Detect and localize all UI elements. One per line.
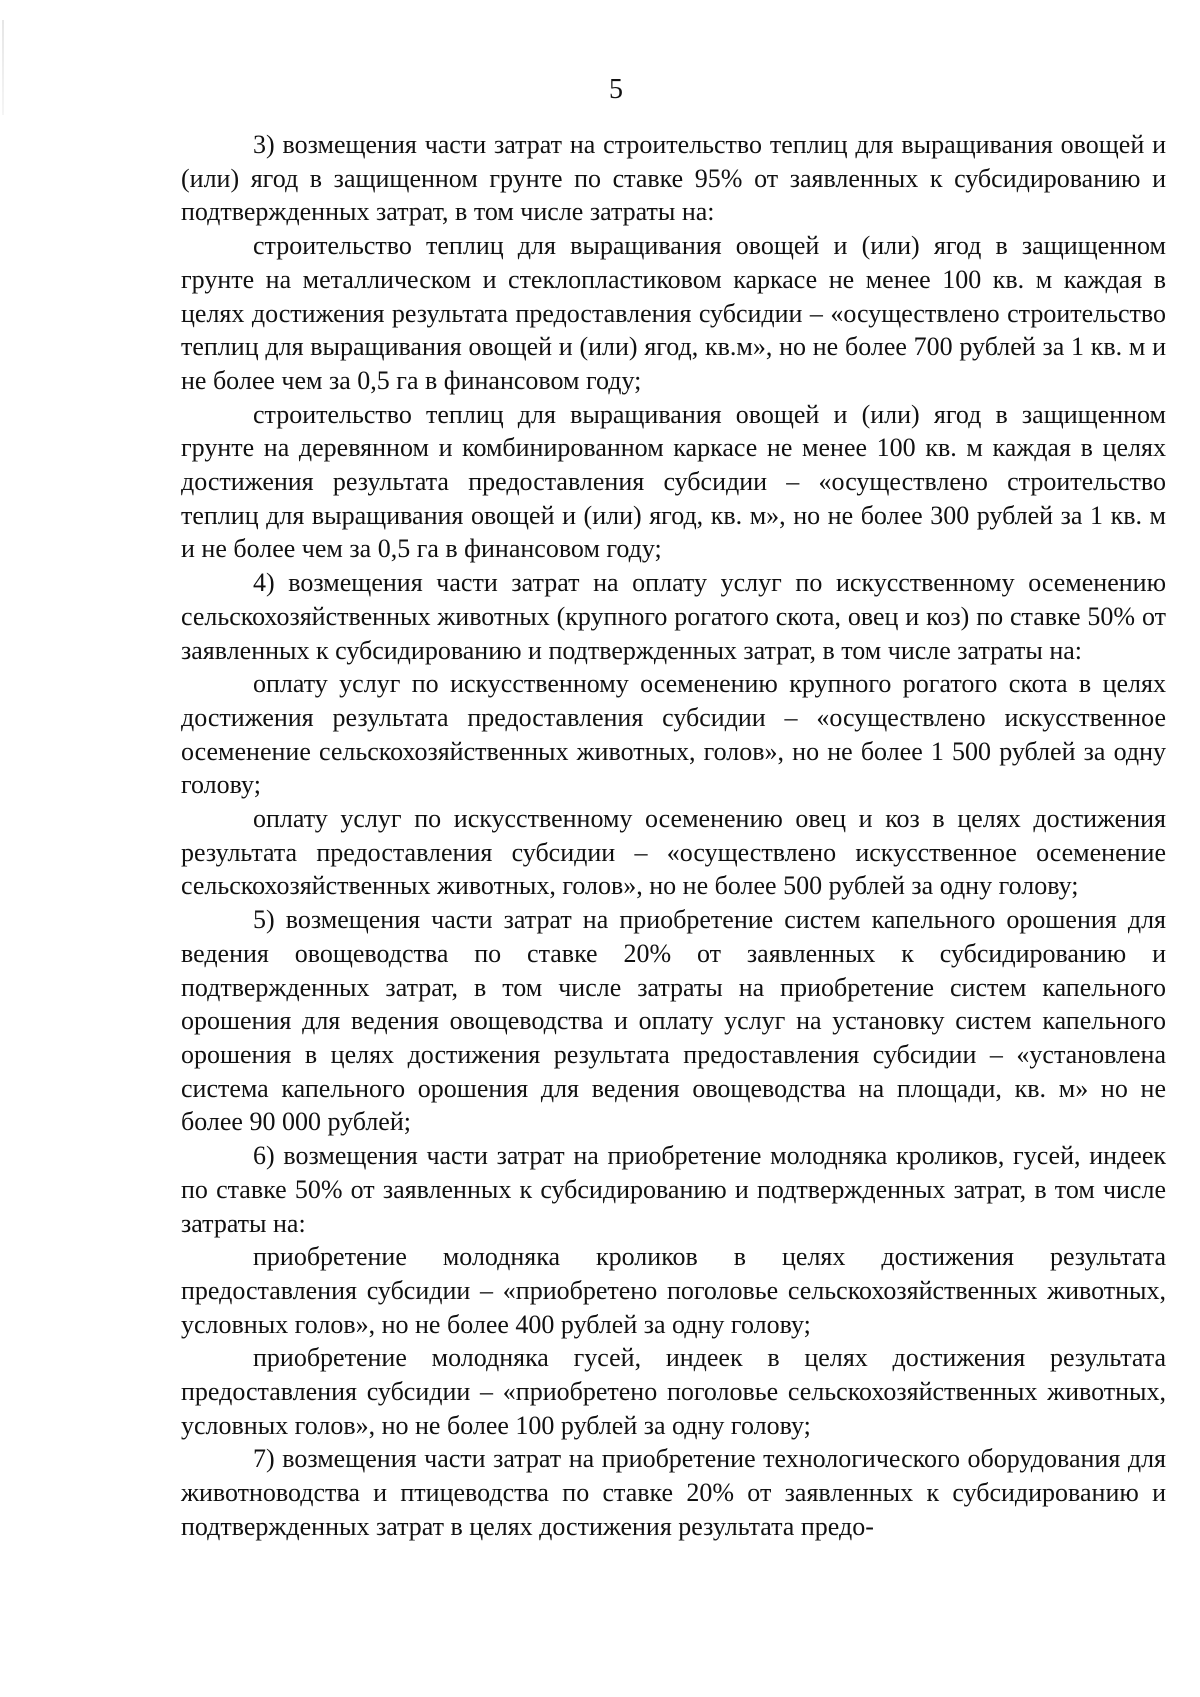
paragraph-subitem-metal-greenhouse: строительство теплиц для выращивания овощей и (или) ягод в защищенном грунте на металлическом и стеклопластиковом каркасе не менее 100 кв. м каждая в целях достижения результата предоставления субсидии – «осуществлено строительство теплиц для выращивания овощей и (или) ягод, кв.м», но не более 700 рублей за 1 кв. м и не более чем за 0,5 га в финансовом году; [181, 231, 1166, 395]
paragraph-subitem-cattle-insemination: оплату услуг по искусственному осеменению крупного рогатого скота в целях достижения результата предоставления субсидии – «осуществлено искусственное осеменение сельскохозяйственных животных, голов», но не более 1 500 рублей за одну голову; [181, 669, 1166, 800]
paragraph-item-7: 7) возмещения части затрат на приобретение технологического оборудования для животноводства и птицеводства по ставке 20% от заявленных к субсидированию и подтвержденных затрат в целях достижения результата предо- [181, 1444, 1166, 1541]
paragraph-subitem-geese-turkeys: приобретение молодняка гусей, индеек в целях достижения результата предоставления субсидии – «приобретено поголовье сельскохозяйственных животных, условных голов», но не более 100 рублей за одну голову; [181, 1343, 1166, 1440]
paragraph-subitem-rabbits: приобретение молодняка кроликов в целях достижения результата предоставления субсидии – «приобретено поголовье сельскохозяйственных животных, условных голов», но не более 400 рублей за одну голову; [181, 1242, 1166, 1339]
paragraph-subitem-sheep-goat-insemination: оплату услуг по искусственному осеменению овец и коз в целях достижения результата предоставления субсидии – «осуществлено искусственное осеменение сельскохозяйственных животных, голов», но не более 500 рублей за одну голову; [181, 804, 1166, 901]
page-number: 5 [609, 74, 623, 105]
document-body [181, 128, 1166, 1544]
paragraph-item-6: 6) возмещения части затрат на приобретение молодняка кроликов, гусей, индеек по ставке 50% от заявленных к субсидированию и подтвержденных затрат, в том числе затраты на: [181, 1141, 1166, 1238]
paragraph-item-3: 3) возмещения части затрат на строительство теплиц для выращивания овощей и (или) ягод в защищенном грунте по ставке 95% от заявленных к субсидированию и подтвержденных затрат, в том числе затраты на: [181, 130, 1166, 227]
paragraph-subitem-wooden-greenhouse: строительство теплиц для выращивания овощей и (или) ягод в защищенном грунте на деревянном и комбинированном каркасе не менее 100 кв. м каждая в целях достижения результата предоставления субсидии – «осуществлено строительство теплиц для выращивания овощей и (или) ягод, кв. м», но не более 300 рублей за 1 кв. м и не более чем за 0,5 га в финансовом году; [181, 399, 1166, 564]
paragraph-item-4: 4) возмещения части затрат на оплату услуг по искусственному осеменению сельскохозяйственных животных (крупного рогатого скота, овец и коз) по ставке 50% от заявленных к субсидированию и подтвержденных затрат, в том числе затраты на: [181, 568, 1166, 665]
paragraph-item-5: 5) возмещения части затрат на приобретение систем капельного орошения для ведения овощеводства по ставке 20% от заявленных к субсидированию и подтвержденных затрат, в том числе затраты на приобретение систем капельного орошения для ведения овощеводства и оплату услуг на установку систем капельного орошения в целях достижения результата предоставления субсидии – «установлена система капельного орошения для ведения овощеводства на площади, кв. м» но не более 90 000 рублей; [181, 905, 1166, 1137]
